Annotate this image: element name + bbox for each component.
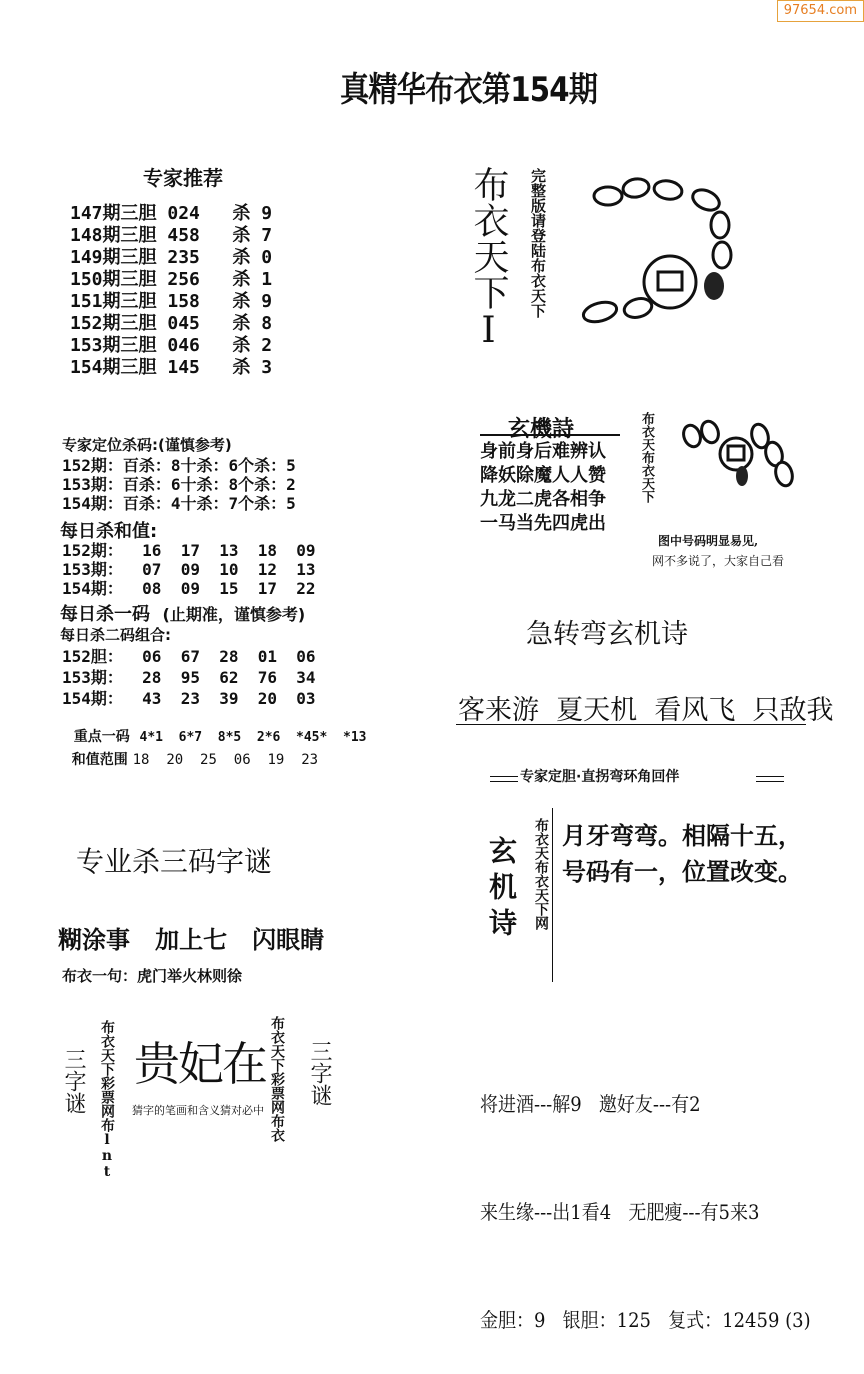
answer-line: 将进酒---解9 邀好友---有2 bbox=[480, 1092, 701, 1116]
list-item: 154期：百杀：4十杀：7个杀：5 bbox=[62, 494, 296, 513]
xuanji-heading-rule bbox=[480, 434, 620, 436]
expert-dan-poem-label: 玄机诗 bbox=[485, 836, 518, 944]
jizhuan-rule bbox=[456, 724, 806, 725]
expert-recommend-heading: 专家推荐 bbox=[143, 166, 223, 190]
riddle-hint: 猜字的笔画和含义猜对必中 bbox=[132, 1104, 264, 1117]
list-item: 148期三胆 458 杀 7 bbox=[70, 225, 273, 246]
poem-line: 身前身后难辨认 bbox=[480, 441, 606, 462]
list-item: 153期：百杀：6十杀：8个杀：2 bbox=[62, 475, 296, 494]
coin-chain-illustration bbox=[578, 170, 738, 330]
list-item: 153期三胆 046 杀 2 bbox=[70, 335, 273, 356]
list-item: 154期： 08 09 15 17 22 bbox=[62, 579, 316, 598]
position-kill-heading: 专家定位杀码:(谨慎参考) bbox=[62, 436, 232, 454]
xuanji-vertical: 布衣天布衣天下 bbox=[639, 412, 654, 503]
buyi-tianxia-small: 完整版请登陆布衣天下 bbox=[529, 168, 547, 318]
answer-line: 金胆：9 银胆：125 复式：12459 (3) bbox=[480, 1308, 811, 1332]
riddle-left-label: 三字谜 bbox=[61, 1048, 86, 1114]
verse-line: 号码有一，位置改变。 bbox=[562, 857, 802, 886]
position-kill-list bbox=[62, 456, 296, 513]
sum-kill-list bbox=[62, 541, 316, 598]
list-item: 154期三胆 145 杀 3 bbox=[70, 357, 273, 378]
list-item: 150期三胆 256 杀 1 bbox=[70, 269, 273, 290]
list-item: 149期三胆 235 杀 0 bbox=[70, 247, 273, 268]
bottom-answers bbox=[480, 1014, 811, 1374]
sum-kill-heading: 每日杀和值: bbox=[60, 521, 158, 542]
riddle-line: 糊涂事 加上七 闪眼睛 bbox=[58, 926, 325, 954]
xuanji-note-1: 图中号码明显易见, bbox=[658, 534, 759, 548]
jizhuan-line: 客来游 夏天机 看风飞 只敌我 bbox=[458, 695, 834, 726]
jizhuan-heading: 急转弯玄机诗 bbox=[526, 619, 688, 650]
divider-right bbox=[756, 776, 784, 782]
xuanji-poem-heading: 玄機詩 bbox=[508, 416, 575, 442]
poem-line: 九龙二虎各相争 bbox=[480, 489, 606, 510]
riddle-right-vertical: 布衣天下彩票网布衣 bbox=[269, 1016, 285, 1142]
riddle-left-vertical: 布衣天下彩票网布lnt bbox=[99, 1020, 115, 1180]
riddle-big-chars: 贵妃在 bbox=[134, 1037, 266, 1091]
site-watermark: 97654.com bbox=[777, 0, 864, 22]
expert-dan-verse bbox=[562, 818, 802, 890]
list-item: 152期：百杀：8十杀：6个杀：5 bbox=[62, 456, 296, 475]
xuanji-note-2: 网不多说了，大家自己看 bbox=[652, 554, 785, 568]
answer-line: 来生缘---出1看4 无肥瘦---有5来3 bbox=[480, 1200, 760, 1224]
poem-line: 降妖除魔人人赞 bbox=[480, 465, 606, 486]
expert-dan-vertical: 布衣天布衣天下网 bbox=[533, 818, 549, 930]
list-item: 153期： 07 09 10 12 13 bbox=[62, 560, 316, 579]
list-item: 152期三胆 045 杀 8 bbox=[70, 313, 273, 334]
expert-dan-divider bbox=[552, 808, 553, 982]
coin-chain-illustration-small bbox=[680, 418, 800, 498]
riddle-heading: 专业杀三码字谜 bbox=[76, 845, 273, 878]
list-item: 152期： 16 17 13 18 09 bbox=[62, 541, 316, 560]
list-item: 151期三胆 158 杀 9 bbox=[70, 291, 273, 312]
list-item: 147期三胆 024 杀 9 bbox=[70, 203, 273, 224]
kill-one-heading: 每日杀一码 (止期准，谨慎参考) bbox=[60, 604, 306, 625]
list-item: 153期： 28 95 62 76 34 bbox=[62, 668, 316, 687]
kill-two-heading: 每日杀二码组合: bbox=[60, 626, 171, 644]
verse-line: 月牙弯弯。相隔十五， bbox=[562, 821, 802, 850]
divider-left bbox=[490, 776, 518, 782]
sum-range-row: 和值范围 18 20 25 06 19 23 bbox=[71, 752, 319, 768]
page-title: 真精华布衣第154期 bbox=[340, 70, 598, 110]
kill-two-list bbox=[62, 646, 316, 709]
xuanji-poem-lines bbox=[480, 440, 606, 536]
poem-line: 一马当先四虎出 bbox=[480, 513, 606, 534]
list-item: 154期： 43 23 39 20 03 bbox=[62, 689, 316, 708]
list-item: 152胆： 06 67 28 01 06 bbox=[62, 647, 316, 666]
buyi-tianxia-big: 布衣天下I bbox=[468, 166, 509, 351]
riddle-right-label: 三字谜 bbox=[307, 1040, 332, 1106]
expert-recommend-list bbox=[70, 203, 272, 379]
key-code-row: 重点一码 4*1 6*7 8*5 2*6 *45* *13 bbox=[73, 729, 367, 745]
expert-dan-heading: 专家定胆·直拐弯环角回伴 bbox=[520, 769, 680, 785]
buyi-quote: 布衣一句：虎门举火林则徐 bbox=[62, 967, 243, 985]
